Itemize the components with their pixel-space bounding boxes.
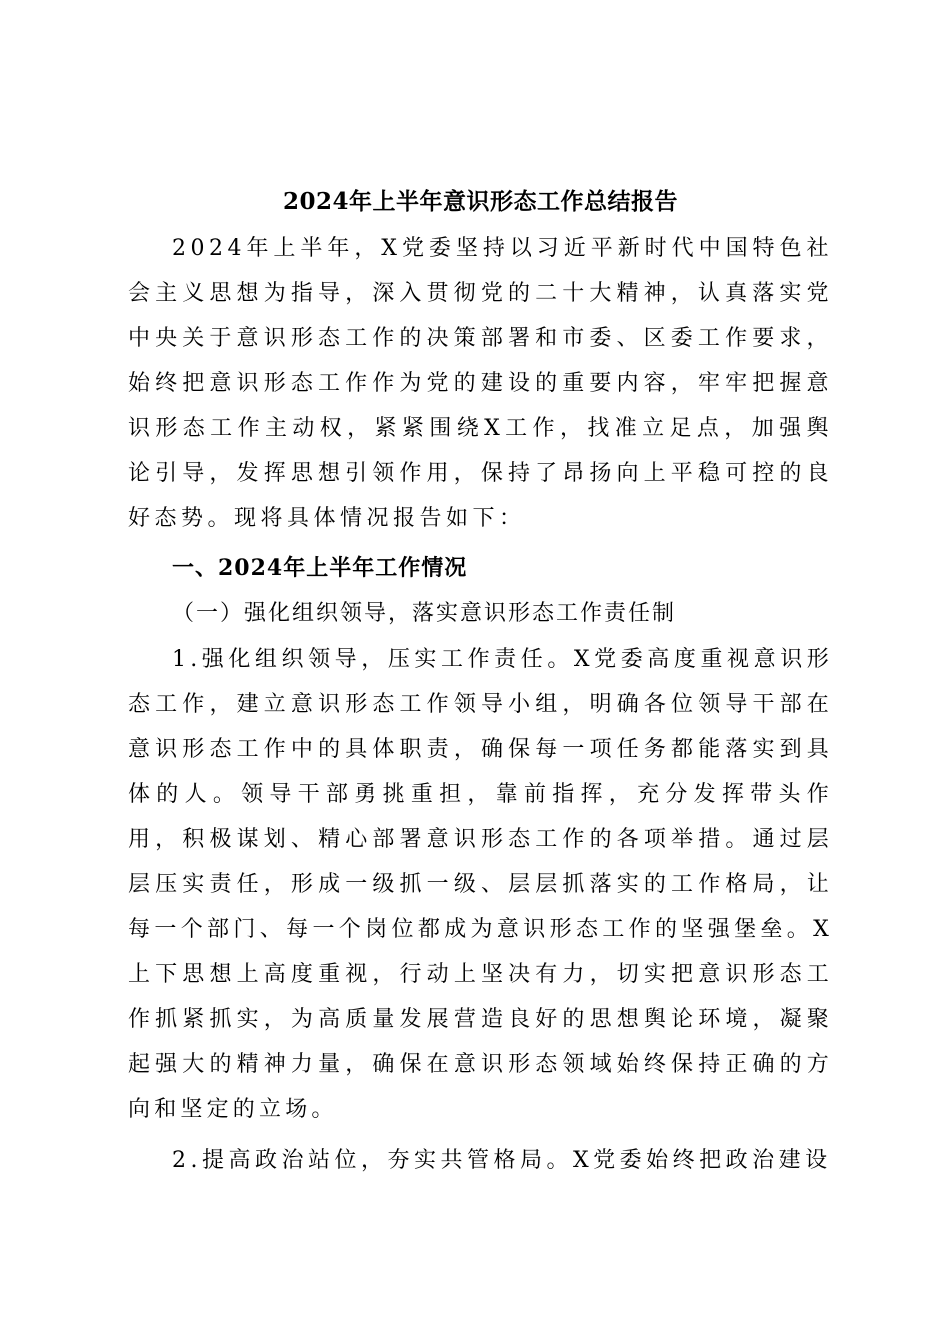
- section-heading: 一、2024年上半年工作情况: [172, 555, 468, 581]
- document-body: [128, 178, 833, 1183]
- subsection-heading: （一）强化组织领导，落实意识形态工作责任制: [172, 601, 677, 626]
- intro-paragraph: 2024年上半年，X党委坚持以习近平新时代中国特色社会主义思想为指导，深入贯彻党的二十大精神，认真落实党中央关于意识形态工作的决策部署和市委、区委工作要求，始终把意识形态工作作为党的建设的重要内容，牢牢把握意识形态工作主动权，紧紧围绕X工作，找准立足点，加强舆论引导，发挥思想引领作用，保持了昂扬向上平稳可控的良好态势。现将具体情况报告如下：: [128, 236, 833, 531]
- body-paragraph-1: 1.强化组织领导，压实工作责任。X党委高度重视意识形态工作，建立意识形态工作领导小组，明确各位领导干部在意识形态工作中的具体职责，确保每一项任务都能落实到具体的人。领导干部勇挑重担，靠前指挥，充分发挥带头作用，积极谋划、精心部署意识形态工作的各项举措。通过层层压实责任，形成一级抓一级、层层抓落实的工作格局，让每一个部门、每一个岗位都成为意识形态工作的坚强堡垒。X上下思想上高度重视，行动上坚决有力，切实把意识形态工作抓紧抓实，为高质量发展营造良好的思想舆论环境，凝聚起强大的精神力量，确保在意识形态领域始终保持正确的方向和坚定的立场。: [128, 647, 833, 1122]
- body-paragraph-2: 2.提高政治站位，夯实共管格局。X党委始终把政治建设: [172, 1148, 832, 1173]
- document-title: 2024年上半年意识形态工作总结报告: [282, 188, 678, 215]
